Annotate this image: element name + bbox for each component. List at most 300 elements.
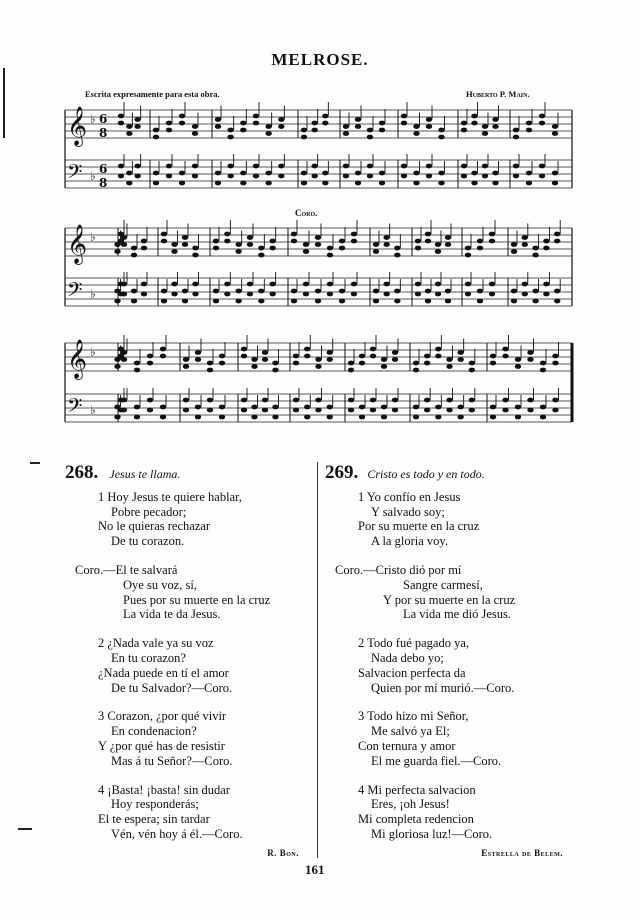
note-head: [379, 128, 385, 133]
note-head: [147, 361, 153, 366]
margin-mark: [3, 68, 5, 138]
verse-line: Me salvó ya El;: [371, 724, 450, 739]
note-head: [424, 408, 430, 413]
note-head: [311, 121, 317, 126]
note-head: [401, 114, 407, 119]
note-head: [379, 171, 385, 176]
verse-line: Pues por su muerte en la cruz: [123, 592, 271, 607]
note-head: [265, 124, 271, 129]
bass-clef-icon: 𝄢: [67, 394, 83, 422]
note-head: [348, 368, 354, 373]
margin-mark: [18, 828, 32, 830]
note-head: [179, 114, 185, 119]
note-head: [401, 121, 407, 126]
note-head: [303, 242, 309, 247]
note-head: [322, 121, 328, 126]
note-head: [527, 398, 533, 403]
note-head: [224, 282, 230, 287]
verse-line: Oye su voz, sí,: [123, 577, 197, 592]
note-head: [401, 174, 407, 179]
note-head: [258, 299, 264, 304]
note-head: [515, 405, 521, 410]
note-head: [291, 239, 297, 244]
note-head: [241, 408, 247, 413]
note-head: [457, 405, 463, 410]
note-head: [343, 164, 349, 169]
note-head: [465, 292, 471, 297]
note-head: [304, 415, 310, 420]
note-head: [258, 289, 264, 294]
tune-title: MELROSE.: [271, 50, 369, 69]
note-head: [195, 405, 201, 410]
column-divider: [317, 462, 318, 858]
note-head: [445, 235, 451, 240]
note-head: [381, 405, 387, 410]
note-head: [522, 292, 528, 297]
note-head: [359, 415, 365, 420]
note-head: [213, 289, 219, 294]
hymn-number: 268.: [65, 462, 99, 483]
note-head: [269, 246, 275, 251]
note-head: [477, 239, 483, 244]
note-head: [552, 408, 558, 413]
note-head: [171, 242, 177, 247]
note-head: [351, 292, 357, 297]
note-head: [438, 171, 444, 176]
note-head: [415, 282, 421, 287]
verse-line: Hoy responderás;: [111, 797, 199, 812]
note-head: [213, 299, 219, 304]
note-head: [160, 415, 166, 420]
hymn-268: [65, 462, 315, 858]
note-head: [291, 289, 297, 294]
note-head: [413, 361, 419, 366]
note-head: [540, 405, 546, 410]
note-head: [131, 299, 137, 304]
note-head: [511, 249, 517, 254]
time-signature: 8: [99, 176, 108, 190]
note-head: [272, 405, 278, 410]
note-head: [215, 171, 221, 176]
time-signature: 6: [99, 162, 108, 176]
note-head: [301, 181, 307, 186]
note-head: [554, 299, 560, 304]
note-head: [540, 415, 546, 420]
note-head: [438, 135, 444, 140]
note-head: [327, 246, 333, 251]
note-head: [126, 171, 132, 176]
note-head: [532, 246, 538, 251]
note-head: [526, 121, 532, 126]
note-head: [240, 171, 246, 176]
note-head: [373, 299, 379, 304]
note-head: [446, 364, 452, 369]
note-head: [114, 405, 120, 410]
note-head: [322, 181, 328, 186]
note-head: [435, 242, 441, 247]
composer-credit: Huberto P. Main.: [466, 89, 530, 99]
verse-line: De tu corazon.: [111, 534, 185, 549]
note-head: [182, 235, 188, 240]
verse-line: Eres, ¡oh Jesus!: [371, 797, 450, 812]
note-head: [413, 181, 419, 186]
note-head: [465, 246, 471, 251]
note-head: [179, 121, 185, 126]
note-head: [381, 357, 387, 362]
note-head: [359, 354, 365, 359]
note-head: [278, 174, 284, 179]
note-head: [247, 235, 253, 240]
note-head: [183, 408, 189, 413]
flat-icon: ♭: [90, 169, 96, 183]
note-head: [379, 181, 385, 186]
stanza: [325, 636, 625, 695]
note-head: [392, 350, 398, 355]
note-head: [445, 242, 451, 247]
note-head: [539, 121, 545, 126]
flat-icon: ♭: [90, 287, 96, 301]
note-head: [131, 289, 137, 294]
treble-clef-icon: 𝄞: [67, 106, 88, 146]
arrangement-note: Escrita expresamente para esta obra.: [85, 89, 220, 99]
note-head: [492, 171, 498, 176]
note-head: [269, 292, 275, 297]
note-head: [413, 415, 419, 420]
note-head: [367, 164, 373, 169]
verse-line: 1 Yo confío en Jesus: [358, 489, 461, 504]
note-head: [435, 405, 441, 410]
note-head: [141, 292, 147, 297]
note-head: [381, 415, 387, 420]
note-head: [471, 121, 477, 126]
note-head: [121, 292, 127, 297]
note-head: [355, 117, 361, 122]
note-head: [339, 246, 345, 251]
note-head: [513, 128, 519, 133]
note-head: [272, 415, 278, 420]
note-head: [315, 398, 321, 403]
note-head: [227, 135, 233, 140]
note-head: [465, 282, 471, 287]
note-head: [153, 181, 159, 186]
note-head: [207, 398, 213, 403]
note-head: [207, 408, 213, 413]
note-head: [192, 246, 198, 251]
note-head: [293, 361, 299, 366]
bass-clef-icon: 𝄢: [67, 160, 83, 188]
note-head: [445, 299, 451, 304]
note-head: [121, 282, 127, 287]
note-head: [278, 164, 284, 169]
note-head: [131, 246, 137, 251]
note-head: [351, 282, 357, 287]
chorus-stanza: [325, 563, 625, 622]
note-head: [192, 282, 198, 287]
note-head: [379, 121, 385, 126]
note-head: [502, 347, 508, 352]
note-head: [515, 415, 521, 420]
note-head: [435, 282, 441, 287]
note-head: [141, 246, 147, 251]
note-head: [552, 398, 558, 403]
verse-line: El me guarda fiel.—Coro.: [371, 753, 502, 768]
hymn-number: 269.: [325, 462, 359, 483]
note-head: [171, 249, 177, 254]
note-head: [526, 181, 532, 186]
note-head: [114, 249, 120, 254]
note-head: [219, 405, 225, 410]
note-head: [522, 235, 528, 240]
note-head: [141, 239, 147, 244]
note-head: [182, 242, 188, 247]
stanza: [65, 490, 315, 549]
note-head: [413, 124, 419, 129]
note-head: [153, 135, 159, 140]
note-head: [543, 292, 549, 297]
note-head: [160, 405, 166, 410]
verse-line: 1 Hoy Jesus te quiere hablar,: [98, 489, 242, 504]
note-head: [301, 128, 307, 133]
flat-icon: ♭: [90, 112, 96, 126]
note-head: [477, 289, 483, 294]
note-head: [262, 408, 268, 413]
note-head: [515, 364, 521, 369]
note-head: [435, 347, 441, 352]
note-head: [415, 246, 421, 251]
note-head: [219, 415, 225, 420]
flat-icon: ♭: [90, 403, 96, 417]
note-head: [166, 121, 172, 126]
note-head: [355, 124, 361, 129]
note-head: [490, 354, 496, 359]
verse-line: En tu corazon?: [111, 650, 186, 665]
note-head: [303, 282, 309, 287]
note-head: [301, 171, 307, 176]
note-head: [291, 299, 297, 304]
note-head: [355, 171, 361, 176]
verse-line: Mi completa redencion: [358, 812, 474, 827]
note-head: [134, 415, 140, 420]
note-head: [322, 171, 328, 176]
note-head: [394, 289, 400, 294]
note-head: [327, 253, 333, 258]
note-head: [166, 128, 172, 133]
note-head: [215, 117, 221, 122]
note-head: [532, 289, 538, 294]
note-head: [373, 289, 379, 294]
note-head: [278, 124, 284, 129]
note-head: [147, 408, 153, 413]
note-head: [539, 174, 545, 179]
note-head: [522, 282, 528, 287]
note-head: [258, 246, 264, 251]
note-head: [339, 299, 345, 304]
note-head: [502, 398, 508, 403]
note-head: [121, 350, 127, 355]
note-head: [114, 289, 120, 294]
note-head: [339, 289, 345, 294]
note-head: [348, 408, 354, 413]
stanza: [65, 783, 315, 842]
note-head: [235, 249, 241, 254]
note-head: [513, 174, 519, 179]
note-head: [262, 350, 268, 355]
note-head: [552, 131, 558, 136]
note-head: [511, 289, 517, 294]
note-head: [235, 289, 241, 294]
note-head: [131, 253, 137, 258]
note-head: [348, 361, 354, 366]
note-head: [327, 357, 333, 362]
note-head: [304, 354, 310, 359]
note-head: [543, 246, 549, 251]
note-head: [253, 164, 259, 169]
note-head: [327, 405, 333, 410]
note-head: [303, 249, 309, 254]
note-head: [492, 124, 498, 129]
note-head: [445, 289, 451, 294]
note-head: [446, 408, 452, 413]
note-head: [253, 121, 259, 126]
note-head: [247, 242, 253, 247]
note-head: [554, 239, 560, 244]
note-head: [224, 239, 230, 244]
note-head: [160, 347, 166, 352]
note-head: [315, 364, 321, 369]
note-head: [552, 124, 558, 129]
note-head: [121, 398, 127, 403]
note-head: [511, 299, 517, 304]
note-head: [489, 292, 495, 297]
note-head: [415, 292, 421, 297]
note-head: [134, 405, 140, 410]
note-head: [424, 398, 430, 403]
note-head: [118, 164, 124, 169]
note-head: [490, 415, 496, 420]
note-head: [532, 299, 538, 304]
note-head: [235, 242, 241, 247]
note-head: [438, 128, 444, 133]
note-head: [247, 292, 253, 297]
note-head: [134, 174, 140, 179]
note-head: [293, 408, 299, 413]
verse-line: Mas á tu Señor?—Coro.: [111, 753, 233, 768]
note-head: [265, 131, 271, 136]
note-head: [469, 398, 475, 403]
note-head: [351, 232, 357, 237]
note-head: [552, 354, 558, 359]
note-head: [489, 239, 495, 244]
note-head: [471, 114, 477, 119]
note-head: [161, 299, 167, 304]
verse-line: Por su muerte en la cruz: [358, 519, 480, 534]
note-head: [435, 292, 441, 297]
treble-clef-icon: 𝄞: [67, 339, 88, 379]
stanza: [65, 636, 315, 695]
note-head: [161, 232, 167, 237]
verse-line: En condenacion?: [111, 724, 197, 739]
note-head: [304, 347, 310, 352]
note-head: [224, 232, 230, 237]
note-head: [311, 128, 317, 133]
note-head: [482, 124, 488, 129]
note-head: [438, 181, 444, 186]
note-head: [141, 282, 147, 287]
note-head: [251, 357, 257, 362]
note-head: [118, 121, 124, 126]
chorus-label: Coro.: [295, 208, 318, 218]
note-head: [235, 299, 241, 304]
time-signature: 8: [99, 126, 108, 140]
verse-line: No le quieras rechazar: [98, 519, 211, 534]
verse-line: El te espera; sin tardar: [98, 812, 210, 827]
note-head: [134, 124, 140, 129]
note-head: [552, 361, 558, 366]
note-head: [461, 174, 467, 179]
note-head: [269, 239, 275, 244]
note-head: [240, 121, 246, 126]
note-head: [367, 174, 373, 179]
note-head: [492, 117, 498, 122]
hymn-attribution: Estrella de Belem.: [481, 848, 563, 858]
note-head: [278, 117, 284, 122]
note-head: [192, 164, 198, 169]
hymn-title: Jesus te llama.: [109, 467, 181, 481]
note-head: [241, 347, 247, 352]
note-head: [413, 171, 419, 176]
note-head: [315, 357, 321, 362]
note-head: [392, 408, 398, 413]
chorus-stanza: [65, 563, 315, 622]
note-head: [195, 357, 201, 362]
note-head: [424, 354, 430, 359]
note-head: [367, 135, 373, 140]
note-head: [457, 357, 463, 362]
note-head: [215, 181, 221, 186]
note-head: [343, 174, 349, 179]
note-head: [552, 171, 558, 176]
note-head: [161, 289, 167, 294]
note-head: [540, 361, 546, 366]
verse-line: 4 Mi perfecta salvacion: [358, 782, 476, 797]
note-head: [153, 171, 159, 176]
note-head: [311, 174, 317, 179]
note-head: [527, 408, 533, 413]
note-head: [179, 181, 185, 186]
note-head: [435, 249, 441, 254]
note-head: [489, 232, 495, 237]
note-head: [121, 235, 127, 240]
note-head: [171, 292, 177, 297]
note-head: [293, 398, 299, 403]
note-head: [121, 242, 127, 247]
note-head: [153, 128, 159, 133]
note-head: [543, 282, 549, 287]
note-head: [224, 292, 230, 297]
note-head: [490, 361, 496, 366]
note-head: [179, 171, 185, 176]
note-head: [327, 292, 333, 297]
note-head: [183, 398, 189, 403]
note-head: [359, 405, 365, 410]
note-head: [147, 354, 153, 359]
note-head: [359, 361, 365, 366]
note-head: [134, 117, 140, 122]
note-head: [251, 364, 257, 369]
note-head: [118, 114, 124, 119]
verse-line: Coro.—Cristo dió por mí: [335, 562, 462, 577]
note-head: [469, 368, 475, 373]
